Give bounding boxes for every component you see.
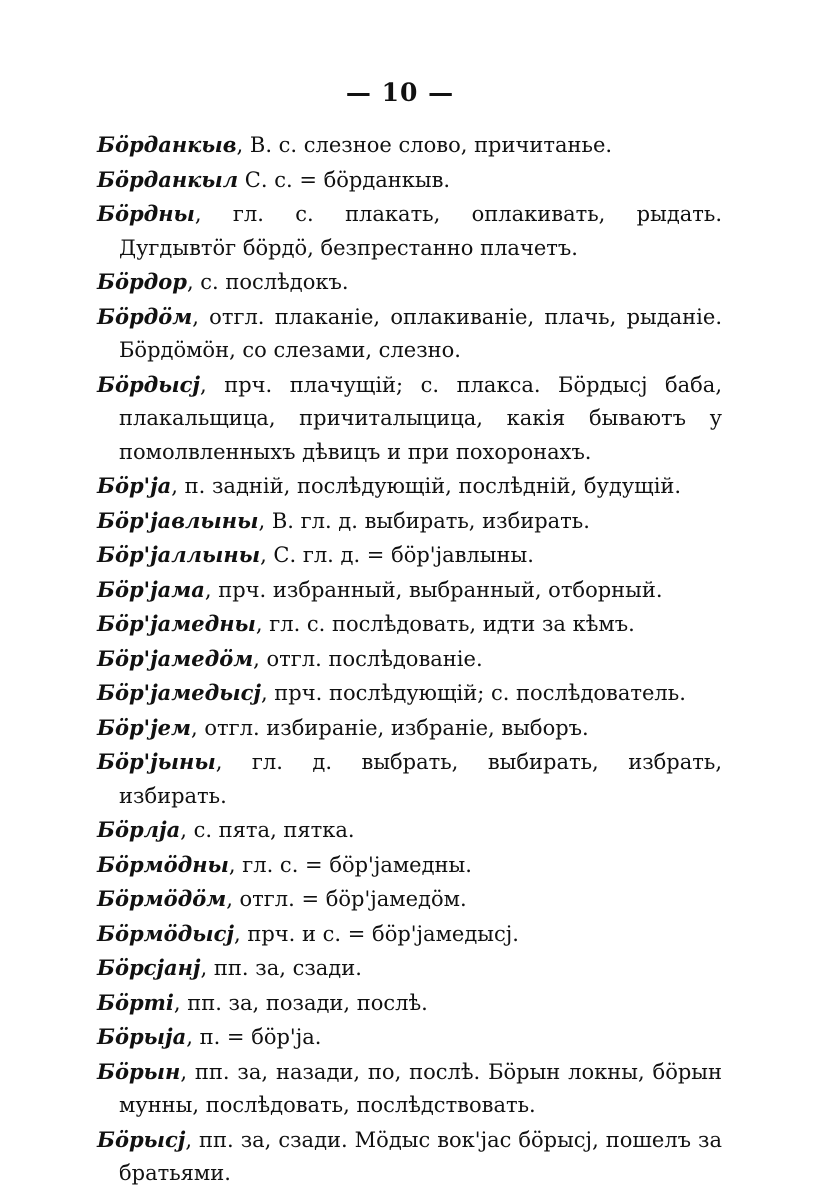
dictionary-entry [97, 951, 722, 986]
dictionary-entry [97, 711, 722, 746]
entry-definition: , прч. избранный, выбранный, отборный. [204, 577, 663, 602]
entry-headword: Бöр'јамедöм [97, 645, 254, 671]
entry-headword: Бöр'јавлыны [97, 507, 259, 533]
dictionary-entry [97, 128, 722, 163]
entry-definition: , гл. с. послѣдовать, идти за кѣмъ. [255, 612, 635, 636]
dictionary-entry [97, 607, 722, 642]
entry-definition: , пп. за, сзади. Мöдыс вок'јас бöрысј, пошелъ за братьями. [119, 1127, 722, 1185]
entry-headword: Бöрлја [97, 817, 181, 842]
dictionary-entry [97, 197, 722, 265]
entry-definition: , отгл. избираніе, избраніе, выборъ. [191, 715, 589, 740]
entry-headword: Бöрмöдысј [97, 920, 234, 946]
dictionary-entry [97, 882, 722, 917]
entry-headword: Бöрысј [97, 1126, 186, 1152]
entry-definition: , В. с. слезное слово, причитанье. [236, 133, 613, 157]
entry-definition: , с. послѣдокъ. [186, 270, 349, 294]
entry-definition: , гл. с. = бöр'јамедны. [228, 852, 472, 877]
entry-definition: , п. = бöр'ја. [186, 1025, 322, 1049]
entry-headword: Бöрдöм [97, 303, 193, 329]
entry-headword: Бöрдор [97, 269, 187, 294]
entry-definition: , прч. послѣдующій; с. послѣдователь. [260, 681, 686, 705]
entry-headword: Бöр'јыны [97, 749, 216, 774]
entry-definition: , гл. д. выбрать, выбирать, избрать, избирать. [119, 750, 722, 808]
entry-definition: , С. гл. д. = бöр'јавлыны. [260, 543, 534, 567]
entry-headword: Бöр'јаллыны [97, 542, 261, 567]
entry-definition: , прч. плачущій; с. плакса. Бöрдысј баба, плакальщица, причиталыцица, какія бываютъ у помолвленныхъ дѣвицъ и при похоронахъ. [119, 372, 722, 464]
entry-definition: , отгл. послѣдованіе. [253, 646, 483, 671]
entry-headword: Бöр'јама [97, 576, 205, 602]
dictionary-entry [97, 1055, 722, 1123]
dictionary-entry [97, 265, 722, 300]
entry-definition: , гл. с. плакать, оплакивать, рыдать. Дугдывтöг бöрдö, безпрестанно плачетъ. [119, 202, 722, 260]
dictionary-entry [97, 368, 722, 470]
entry-headword: Бöрыја [97, 1024, 187, 1049]
entry-headword: Бöр'ја [97, 473, 172, 498]
entry-definition: , пп. за, позади, послѣ. [173, 990, 428, 1015]
entry-definition: , отгл. = бöр'јамедöм. [226, 887, 467, 911]
entry-headword: Бöрмöдöм [97, 886, 227, 911]
entry-headword: Бöрын [97, 1058, 181, 1084]
entry-definition: , с. пята, пятка. [180, 818, 355, 842]
dictionary-entry [97, 1020, 722, 1055]
entry-headword: Бöр'јем [97, 714, 191, 740]
dictionary-entry [97, 745, 722, 813]
entry-headword: Бöрданкыв [97, 132, 237, 157]
dictionary-entry [97, 848, 722, 883]
dictionary-entry [97, 300, 722, 368]
entry-headword: Бöрмöдны [97, 851, 229, 877]
dictionary-entry [97, 676, 722, 711]
dictionary-entry [97, 163, 722, 198]
dictionary-entry [97, 917, 722, 952]
entry-definition: , пп. за, сзади. [200, 956, 362, 980]
entry-headword: Бöрті [97, 989, 174, 1015]
dictionary-entry [97, 469, 722, 504]
entry-definition: , отгл. плаканіе, оплакиваніе, плачь, рыданіе. Бöрдöмöн, со слезами, слезно. [119, 304, 722, 362]
entry-headword: Бöр'јамедысј [97, 680, 261, 705]
dictionary-entry [97, 986, 722, 1021]
entry-headword: Бöрдны [97, 201, 195, 226]
dictionary-entry [97, 538, 722, 573]
entry-definition: С. с. = бöрданкыв. [238, 167, 451, 192]
entry-headword: Бöрданкыл [97, 166, 239, 192]
dictionary-entry [97, 504, 722, 539]
dictionary-entry [97, 642, 722, 677]
entry-headword: Бöр'јамедны [97, 611, 256, 636]
entry-definition: , В. гл. д. выбирать, избирать. [258, 508, 590, 533]
dictionary-entry [97, 813, 722, 848]
page-number: — 10 — [345, 78, 455, 107]
entry-definition: , пп. за, назади, по, послѣ. Бöрын локны, бöрын мунны, послѣдовать, послѣдствовать. [119, 1059, 722, 1117]
entry-definition: , п. задній, послѣдующій, послѣдній, будущій. [171, 474, 682, 498]
dictionary-entry [97, 1123, 722, 1191]
entry-headword: Бöрдысј [97, 371, 200, 397]
entry-headword: Бöрсјанј [97, 955, 201, 980]
dictionary-entry [97, 573, 722, 608]
dictionary-entries [97, 128, 722, 1191]
entry-definition: , прч. и с. = бöр'јамедысј. [233, 921, 519, 946]
